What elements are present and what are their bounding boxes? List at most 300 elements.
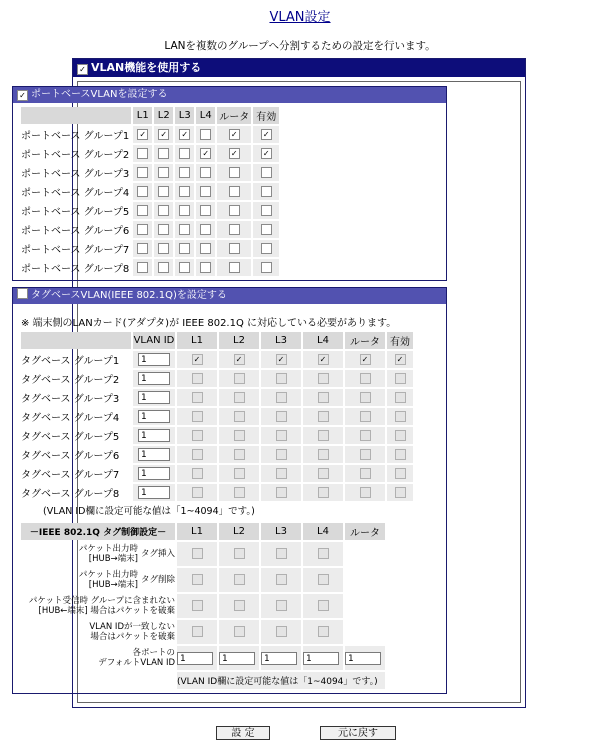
checkbox[interactable] — [261, 224, 272, 235]
checkbox[interactable] — [360, 449, 371, 460]
port-based-col-header: L3 — [175, 107, 194, 124]
checkbox-cell — [253, 164, 279, 181]
checkbox[interactable]: ✓ — [137, 129, 148, 140]
checkbox[interactable] — [276, 487, 287, 498]
checkbox-cell — [175, 221, 194, 238]
checkbox-cell — [217, 145, 251, 162]
checkbox[interactable] — [234, 600, 245, 611]
table-row — [21, 408, 413, 425]
vlan-id-input[interactable]: 1 — [138, 353, 170, 366]
checkbox-cell — [154, 145, 173, 162]
checkbox-cell — [303, 620, 343, 644]
vlan-id-cell — [133, 351, 175, 368]
default-vlan-cell — [177, 646, 217, 670]
checkbox[interactable] — [360, 392, 371, 403]
row-label: タグベース グループ8 — [21, 489, 120, 500]
checkbox-cell — [217, 126, 251, 143]
checkbox-cell — [154, 126, 173, 143]
checkbox[interactable] — [234, 411, 245, 422]
checkbox[interactable] — [200, 205, 211, 216]
checkbox[interactable] — [318, 373, 329, 384]
checkbox[interactable] — [179, 224, 190, 235]
vlan-id-input[interactable]: 1 — [138, 467, 170, 480]
checkbox[interactable] — [192, 626, 203, 637]
vlan-id-input[interactable]: 1 — [138, 372, 170, 385]
checkbox-cell — [154, 164, 173, 181]
port-based-checkbox[interactable]: ✓ — [17, 90, 28, 101]
checkbox-cell — [261, 370, 301, 387]
checkbox-cell — [261, 427, 301, 444]
checkbox[interactable]: ✓ — [158, 129, 169, 140]
tag-control-col-header: ルータ — [345, 523, 385, 540]
default-vlan-cell — [345, 646, 385, 670]
checkbox[interactable] — [395, 487, 406, 498]
checkbox[interactable] — [395, 430, 406, 441]
tag-based-col-header: 有効 — [387, 332, 413, 349]
checkbox[interactable] — [192, 548, 203, 559]
checkbox[interactable] — [318, 411, 329, 422]
vlan-id-cell — [133, 389, 175, 406]
checkbox-cell — [219, 542, 259, 566]
tag-control-col-header: L1 — [177, 523, 217, 540]
checkbox[interactable] — [200, 262, 211, 273]
note-row — [21, 672, 385, 689]
default-vlan-row — [21, 646, 385, 670]
empty-cell — [21, 672, 175, 689]
checkbox[interactable] — [137, 167, 148, 178]
row-label: ポートベース グループ8 — [21, 264, 130, 275]
tag-based-checkbox[interactable] — [17, 288, 28, 299]
checkbox-cell — [175, 202, 194, 219]
checkbox-cell — [175, 240, 194, 257]
checkbox[interactable] — [229, 205, 240, 216]
checkbox[interactable] — [179, 243, 190, 254]
checkbox-cell — [219, 484, 259, 501]
checkbox[interactable]: ✓ — [192, 354, 203, 365]
checkbox[interactable] — [229, 167, 240, 178]
checkbox[interactable] — [200, 129, 211, 140]
vlan-id-input[interactable]: 1 — [138, 448, 170, 461]
row-label: ポートベース グループ4 — [21, 188, 130, 199]
table-row — [21, 351, 413, 368]
row-label — [21, 568, 175, 592]
checkbox-cell — [177, 542, 217, 566]
checkbox-cell — [261, 351, 301, 368]
checkbox[interactable] — [395, 468, 406, 479]
checkbox-cell — [303, 370, 343, 387]
row-label-wrap — [21, 622, 175, 642]
checkbox[interactable]: ✓ — [360, 354, 371, 365]
checkbox[interactable] — [261, 262, 272, 273]
checkbox-cell — [177, 427, 217, 444]
tag-based-col-header: L3 — [261, 332, 301, 349]
checkbox-cell — [133, 240, 152, 257]
vlan-id-cell — [133, 408, 175, 425]
checkbox[interactable] — [318, 600, 329, 611]
checkbox-cell — [219, 568, 259, 592]
checkbox-cell — [175, 183, 194, 200]
checkbox-cell — [303, 427, 343, 444]
vlan-id-input[interactable]: 1 — [138, 429, 170, 442]
checkbox[interactable] — [234, 548, 245, 559]
checkbox[interactable]: ✓ — [395, 354, 406, 365]
port-based-header — [13, 87, 446, 103]
checkbox[interactable]: ✓ — [276, 354, 287, 365]
checkbox[interactable]: ✓ — [179, 129, 190, 140]
checkbox-cell — [219, 351, 259, 368]
checkbox-cell — [261, 389, 301, 406]
checkbox[interactable] — [360, 373, 371, 384]
checkbox-cell — [196, 145, 215, 162]
checkbox[interactable] — [229, 186, 240, 197]
checkbox[interactable] — [395, 449, 406, 460]
table-row — [21, 594, 385, 618]
checkbox[interactable] — [200, 186, 211, 197]
checkbox[interactable] — [229, 262, 240, 273]
row-label-line: [HUB←端末] 場合はパケットを破棄 — [38, 606, 175, 616]
table-row — [21, 389, 413, 406]
checkbox[interactable] — [179, 205, 190, 216]
checkbox-cell — [196, 126, 215, 143]
default-vlan-cell — [303, 646, 343, 670]
checkbox[interactable] — [360, 430, 371, 441]
default-vlan-input[interactable]: 1 — [177, 652, 213, 665]
checkbox-cell — [303, 446, 343, 463]
checkbox-cell — [133, 183, 152, 200]
checkbox[interactable] — [360, 468, 371, 479]
checkbox[interactable] — [234, 487, 245, 498]
checkbox-cell — [303, 351, 343, 368]
default-vlan-input[interactable]: 1 — [345, 652, 381, 665]
checkbox-cell — [154, 221, 173, 238]
row-label-lines — [29, 596, 175, 616]
row-label: ポートベース グループ2 — [21, 150, 130, 161]
tag-control-col-header: L3 — [261, 523, 301, 540]
checkbox[interactable] — [229, 224, 240, 235]
table-row — [21, 620, 385, 644]
checkbox[interactable] — [318, 449, 329, 460]
row-label-line: パケット出力時 — [78, 544, 138, 554]
checkbox[interactable] — [192, 392, 203, 403]
checkbox[interactable] — [234, 468, 245, 479]
checkbox-cell — [253, 145, 279, 162]
checkbox-cell — [154, 240, 173, 257]
checkbox-cell — [303, 465, 343, 482]
table-row — [21, 240, 279, 257]
checkbox[interactable] — [200, 224, 211, 235]
checkbox[interactable] — [192, 373, 203, 384]
port-based-col-header: ルータ — [217, 107, 251, 124]
checkbox[interactable] — [137, 224, 148, 235]
table-row — [21, 465, 413, 482]
checkbox-cell — [219, 370, 259, 387]
checkbox[interactable] — [318, 626, 329, 637]
checkbox[interactable] — [261, 167, 272, 178]
checkbox[interactable]: ✓ — [200, 148, 211, 159]
table-row — [21, 126, 279, 143]
checkbox-cell — [219, 594, 259, 618]
vlan-id-cell — [133, 446, 175, 463]
row-label-lines — [79, 544, 138, 564]
checkbox[interactable] — [192, 487, 203, 498]
checkbox[interactable] — [276, 449, 287, 460]
checkbox[interactable] — [158, 148, 169, 159]
vlan-id-input[interactable]: 1 — [138, 486, 170, 499]
checkbox[interactable]: ✓ — [261, 129, 272, 140]
set-button[interactable]: 設 定 — [216, 726, 270, 740]
checkbox[interactable] — [234, 373, 245, 384]
checkbox-cell — [253, 183, 279, 200]
tag-based-vlan-note: (VLAN ID欄に設定可能な値は「1~4094」です。) — [43, 506, 255, 517]
checkbox[interactable] — [395, 373, 406, 384]
table-row — [21, 164, 279, 181]
checkbox[interactable] — [276, 626, 287, 637]
tag-control-rows — [21, 542, 385, 689]
checkbox-cell — [387, 427, 413, 444]
checkbox[interactable]: ✓ — [229, 148, 240, 159]
checkbox[interactable] — [276, 411, 287, 422]
checkbox-cell — [219, 427, 259, 444]
vlan-id-input[interactable]: 1 — [138, 410, 170, 423]
checkbox-cell — [154, 183, 173, 200]
checkbox-cell — [253, 259, 279, 276]
checkbox[interactable] — [234, 449, 245, 460]
checkbox-cell — [345, 351, 385, 368]
tag-control-note: (VLAN ID欄に設定可能な値は「1~4094」です。) — [177, 672, 385, 689]
table-row — [21, 145, 279, 162]
checkbox-cell — [303, 594, 343, 618]
row-label-line: [HUB→端末] — [88, 580, 138, 590]
tag-based-col-header: ルータ — [345, 332, 385, 349]
checkbox[interactable] — [276, 574, 287, 585]
checkbox-cell — [175, 259, 194, 276]
row-label-action: タグ挿入 — [140, 549, 175, 559]
checkbox[interactable] — [158, 205, 169, 216]
table-row — [21, 370, 413, 387]
checkbox[interactable] — [179, 148, 190, 159]
checkbox[interactable] — [234, 626, 245, 637]
checkbox-cell — [387, 408, 413, 425]
checkbox[interactable]: ✓ — [318, 354, 329, 365]
checkbox-cell — [387, 484, 413, 501]
checkbox[interactable] — [192, 468, 203, 479]
row-label: ポートベース グループ7 — [21, 245, 130, 256]
checkbox-cell — [217, 259, 251, 276]
empty-cell — [345, 542, 385, 566]
row-label: ポートベース グループ6 — [21, 226, 130, 237]
page-title: VLAN設定 — [269, 10, 331, 25]
tag-based-notice: ※ 端末側のLANカード(アダプタ)が IEEE 802.1Q に対応している必要があります。 — [21, 318, 397, 329]
checkbox[interactable] — [318, 487, 329, 498]
checkbox[interactable] — [276, 548, 287, 559]
checkbox[interactable] — [158, 224, 169, 235]
table-row — [21, 542, 385, 566]
row-label — [21, 646, 175, 670]
page-description: LANを複数のグループへ分割するための設定を行います。 — [164, 40, 436, 52]
checkbox[interactable] — [179, 262, 190, 273]
checkbox[interactable] — [318, 468, 329, 479]
checkbox[interactable]: ✓ — [229, 129, 240, 140]
checkbox[interactable] — [200, 243, 211, 254]
checkbox-cell — [196, 202, 215, 219]
tag-based-header — [13, 288, 446, 304]
checkbox[interactable] — [318, 430, 329, 441]
row-label-line: 場合はパケットを破棄 — [90, 632, 175, 642]
checkbox-cell — [133, 202, 152, 219]
checkbox-cell — [133, 259, 152, 276]
checkbox[interactable] — [261, 186, 272, 197]
checkbox[interactable]: ✓ — [234, 354, 245, 365]
checkbox[interactable] — [137, 148, 148, 159]
checkbox[interactable] — [261, 243, 272, 254]
checkbox-cell — [177, 465, 217, 482]
checkbox-cell — [175, 164, 194, 181]
checkbox-cell — [261, 484, 301, 501]
checkbox-cell — [219, 620, 259, 644]
checkbox-cell — [196, 221, 215, 238]
row-label-lines — [89, 622, 175, 642]
checkbox[interactable] — [179, 186, 190, 197]
tag-based-section — [12, 287, 447, 694]
checkbox-cell — [261, 568, 301, 592]
checkbox[interactable] — [318, 548, 329, 559]
checkbox[interactable] — [200, 167, 211, 178]
row-label-wrap — [21, 596, 175, 616]
checkbox-cell — [345, 370, 385, 387]
vlan-id-cell — [133, 465, 175, 482]
checkbox[interactable] — [158, 186, 169, 197]
checkbox-cell — [345, 465, 385, 482]
checkbox[interactable] — [276, 430, 287, 441]
checkbox[interactable] — [234, 430, 245, 441]
port-based-section — [12, 86, 447, 281]
default-vlan-input[interactable]: 1 — [219, 652, 255, 665]
checkbox[interactable] — [234, 392, 245, 403]
checkbox[interactable] — [192, 449, 203, 460]
vlan-enable-checkbox[interactable]: ✓ — [77, 64, 88, 75]
row-label-lines — [79, 570, 138, 590]
tag-based-corner-header — [21, 332, 131, 349]
checkbox[interactable] — [137, 205, 148, 216]
checkbox[interactable] — [360, 487, 371, 498]
table-row — [21, 259, 279, 276]
checkbox[interactable] — [318, 574, 329, 585]
reset-button[interactable]: 元に戻す — [320, 726, 396, 740]
tag-based-col-header: L1 — [177, 332, 217, 349]
tag-based-header-label: タグベースVLAN(IEEE 802.1Q)を設定する — [31, 290, 227, 301]
tag-based-col-header: L4 — [303, 332, 343, 349]
checkbox-cell — [196, 240, 215, 257]
table-row — [21, 568, 385, 592]
default-vlan-cell — [219, 646, 259, 670]
checkbox-cell — [217, 240, 251, 257]
checkbox-cell — [261, 594, 301, 618]
checkbox[interactable] — [192, 411, 203, 422]
checkbox-cell — [133, 221, 152, 238]
checkbox[interactable] — [137, 262, 148, 273]
checkbox-cell — [261, 446, 301, 463]
port-based-rows — [21, 126, 279, 276]
checkbox[interactable] — [137, 186, 148, 197]
checkbox[interactable] — [360, 411, 371, 422]
default-vlan-input[interactable]: 1 — [303, 652, 339, 665]
default-vlan-input[interactable]: 1 — [261, 652, 297, 665]
checkbox[interactable] — [234, 574, 245, 585]
checkbox-cell — [177, 484, 217, 501]
checkbox-cell — [177, 351, 217, 368]
tag-based-col-header: VLAN ID — [133, 332, 175, 349]
checkbox[interactable] — [276, 468, 287, 479]
tag-based-col-header: L2 — [219, 332, 259, 349]
empty-cell — [345, 620, 385, 644]
empty-cell — [345, 594, 385, 618]
row-label-line: [HUB→端末] — [88, 554, 138, 564]
checkbox-cell — [177, 568, 217, 592]
row-label-line: パケット出力時 — [78, 570, 138, 580]
checkbox-cell — [154, 202, 173, 219]
tag-based-rows — [21, 351, 413, 501]
row-label: タグベース グループ1 — [21, 356, 120, 367]
empty-cell — [345, 568, 385, 592]
checkbox[interactable] — [276, 392, 287, 403]
checkbox[interactable] — [192, 600, 203, 611]
row-label: タグベース グループ4 — [21, 413, 120, 424]
checkbox[interactable] — [276, 373, 287, 384]
port-based-corner-header — [21, 107, 131, 124]
checkbox[interactable] — [192, 430, 203, 441]
checkbox-cell — [387, 465, 413, 482]
checkbox[interactable] — [179, 167, 190, 178]
vlan-id-cell — [133, 427, 175, 444]
checkbox[interactable] — [229, 243, 240, 254]
row-label — [21, 594, 175, 618]
table-row — [21, 221, 279, 238]
table-row — [21, 427, 413, 444]
checkbox[interactable] — [276, 600, 287, 611]
checkbox[interactable] — [158, 262, 169, 273]
checkbox[interactable]: ✓ — [261, 148, 272, 159]
row-label-line: 各ポートの — [132, 648, 175, 658]
checkbox-cell — [196, 164, 215, 181]
checkbox-cell — [133, 145, 152, 162]
row-label-action: タグ削除 — [140, 575, 175, 585]
tag-based-table — [19, 330, 415, 503]
checkbox[interactable] — [261, 205, 272, 216]
checkbox[interactable] — [158, 243, 169, 254]
row-label: ポートベース グループ3 — [21, 169, 130, 180]
checkbox[interactable] — [137, 243, 148, 254]
checkbox-cell — [175, 126, 194, 143]
checkbox[interactable] — [158, 167, 169, 178]
checkbox[interactable] — [192, 574, 203, 585]
checkbox-cell — [217, 164, 251, 181]
row-label: タグベース グループ6 — [21, 451, 120, 462]
row-label-line: デフォルトVLAN ID — [98, 658, 175, 668]
port-based-table — [19, 105, 281, 278]
checkbox[interactable] — [318, 392, 329, 403]
table-row — [21, 202, 279, 219]
checkbox-cell — [303, 568, 343, 592]
vlan-id-input[interactable]: 1 — [138, 391, 170, 404]
checkbox-cell — [303, 542, 343, 566]
checkbox-cell — [261, 465, 301, 482]
checkbox[interactable] — [395, 392, 406, 403]
checkbox[interactable] — [395, 411, 406, 422]
row-label: タグベース グループ3 — [21, 394, 120, 405]
port-based-header-label: ポートベースVLANを設定する — [31, 89, 168, 100]
checkbox-cell — [345, 389, 385, 406]
checkbox-cell — [261, 408, 301, 425]
